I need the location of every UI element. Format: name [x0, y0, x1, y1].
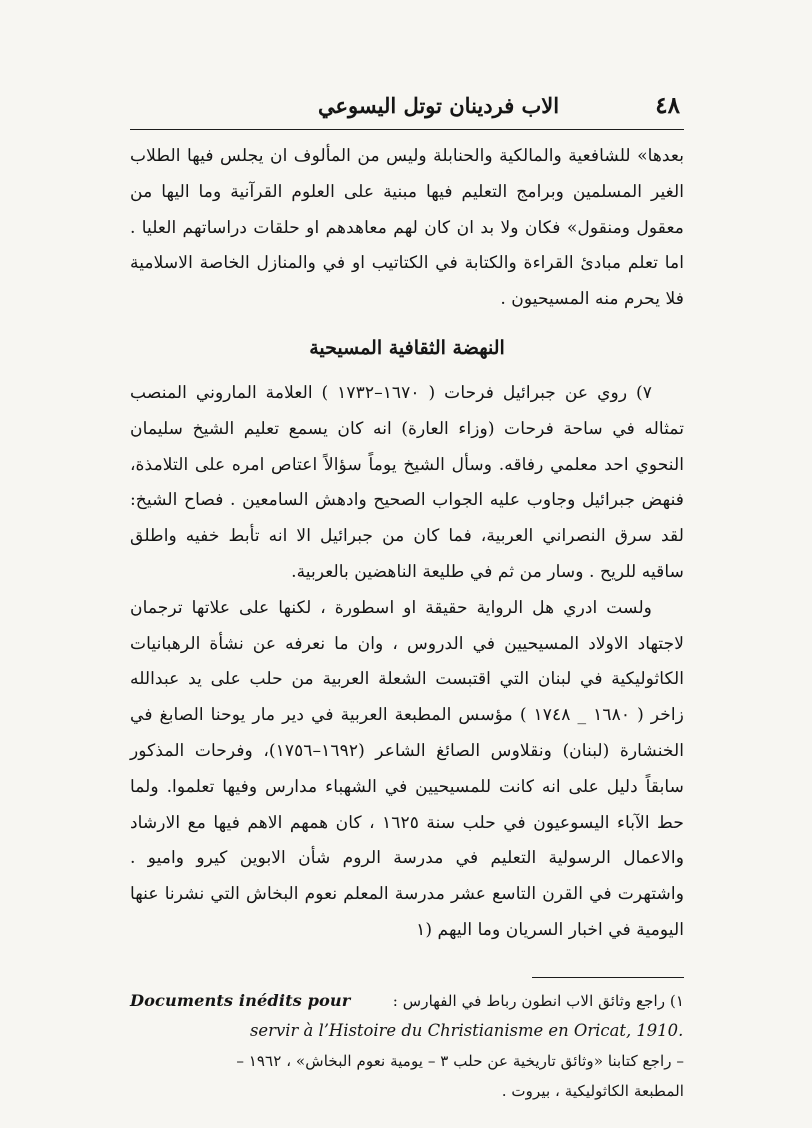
paragraph-2: ٧) روي عن جبرائيل فرحات ( ١٦٧٠–١٧٣٢ ) العلامة الماروني المنصب تمثاله في ساحة فرحات (وزاء العارة) انه كان يسمع تعليم الشيخ سليمان النحوي احد معلمي رفاقه. وسأل الشيخ يوماً سؤالاً اعتاص امره على التلامذة، فنهض جبرائيل وجاوب عليه الجواب الصحيح وادهش السامعين . فصاح الشيخ: لقد سرق النصراني العربية، فما كان من جبرائيل الا انه تأبط خفيه واطلق ساقيه للريح . وسار من ثم في طليعة الناهضين بالعربية.: [130, 382, 684, 582]
footnotes: [130, 986, 684, 1106]
footnote-divider: [532, 977, 684, 978]
footnote-2-line-2: المطبعة الكاثوليكية ، بيروت .: [501, 1081, 684, 1100]
page-header: [130, 92, 684, 130]
footnote-1-arabic: ١) راجع وثائق الاب انطون رباط في الفهارس :: [392, 991, 684, 1010]
paragraph-1: بعدها» للشافعية والمالكية والحنابلة وليس من المألوف ان يجلس فيها الطلاب الغير المسلمين وبرامج التعليم فيها مبنية على العلوم القرآنية وما اليها من معقول ومنقول» فكان ولا بد ان كان لهم معاهدهم او حلقات دراساتهم العليا . اما تعلم مبادئ القراءة والكتابة في الكتاتيب او في والمنازل الخاصة الاسلامية فلا يحرم منه المسيحيون .: [130, 146, 684, 310]
running-title: الاب فردينان توتل اليسوعي: [318, 93, 560, 118]
page-number: ٤٨: [655, 92, 680, 119]
footnote-2-line-1: – راجع كتابنا «وثائق تاريخية عن حلب ٣ – يومية نعوم البخاش» ، ١٩٦٢ –: [236, 1051, 684, 1070]
footnote-1-latin-line-2: servir à l’Histoire du Christianisme en Oricat, 1910.: [250, 1020, 684, 1040]
paragraph-3: ولست ادري هل الرواية حقيقة او اسطورة ، لكنها على علاتها ترجمان لاجتهاد الاولاد المسيحيين في الدروس ، وان ما نعرفه عن نشأة الرهبانيات الكاثوليكية في لبنان التي اقتبست الشعلة العربية من حلب على يد عبدالله زاخر ( ١٦٨٠ _ ١٧٤٨ ) مؤسس المطبعة العربية في دير مار يوحنا الصابغ في الخنشارة (لبنان) ونقلاوس الصائغ الشاعر (١٦٩٢–١٧٥٦)، وفرحات المذكور سابقاً دليل على انه كانت للمسيحيين في الشهباء مدارس وفيها تعلموا. ولما حط الآباء اليسوعيون في حلب سنة ١٦٢٥ ، كان همهم الاهم فيها مع الارشاد والاعمال الرسولية التعليم في مدرسة الروم شأن الابوين كيرو واميو . واشتهرت في القرن التاسع عشر مدرسة المعلم نعوم البخاش التي نشرنا عنها اليومية في اخبار السريان وما اليهم (١: [130, 597, 684, 940]
body-text: [130, 139, 684, 949]
footnote-1-latin-title: Documents inédits pour: [130, 990, 351, 1010]
section-heading: النهضة الثقافية المسيحية: [309, 336, 505, 359]
footnote-1-line-1: [130, 986, 684, 1016]
